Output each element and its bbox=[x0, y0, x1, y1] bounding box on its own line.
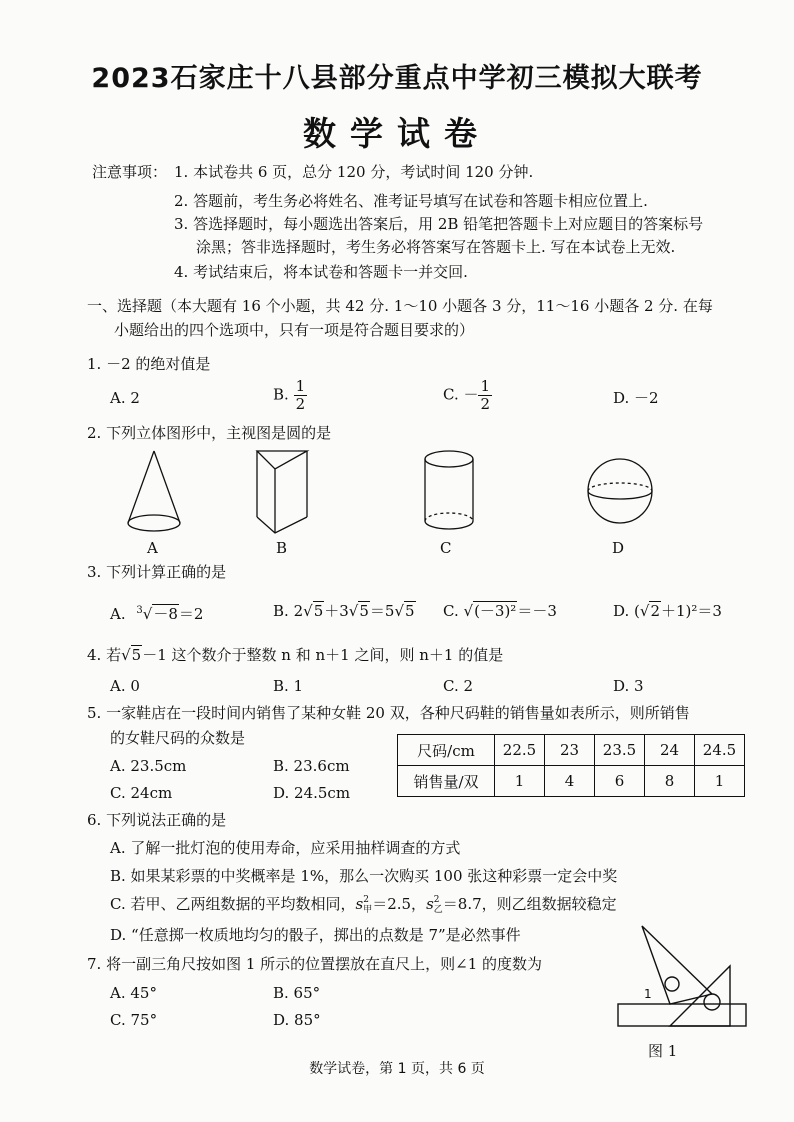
q2-label-a: A bbox=[147, 539, 158, 557]
angle-1-label: 1 bbox=[644, 987, 652, 1001]
note-item: 1. 本试卷共 6 页，总分 120 分，考试时间 120 分钟. bbox=[174, 163, 534, 181]
q6-option-d: D. “任意掷一枚质地均匀的骰子，掷出的点数是 7”是必然事件 bbox=[110, 926, 521, 944]
section-heading-cont: 小题给出的四个选项中，只有一项是符合题目要求的） bbox=[114, 321, 475, 339]
q3-option-c: C. √(－3)²＝－3 bbox=[443, 602, 557, 620]
q7-option-b: B. 65° bbox=[273, 984, 321, 1002]
q1-stem: 1. －2 的绝对值是 bbox=[87, 355, 211, 373]
sphere-figure bbox=[588, 459, 652, 523]
q5-option-d: D. 24.5cm bbox=[273, 784, 351, 802]
note-item: 2. 答题前，考生务必将姓名、准考证号填写在试卷和答题卡相应位置上. bbox=[174, 192, 648, 210]
figure-1-triangles bbox=[612, 922, 752, 1032]
triangle-hole bbox=[665, 977, 679, 991]
table-cell: 22.5 bbox=[495, 735, 545, 766]
table-header-count: 销售量/双 bbox=[398, 766, 495, 797]
q2-label-b: B bbox=[276, 539, 288, 557]
q5-option-b: B. 23.6cm bbox=[273, 757, 350, 775]
exam-subtitle: 数学试卷 bbox=[303, 114, 491, 153]
q7-option-c: C. 75° bbox=[110, 1011, 158, 1029]
note-item: 3. 答选择题时，每小题选出答案后，用 2B 铅笔把答题卡上对应题目的答案标号 bbox=[174, 215, 704, 233]
q6-option-c: C. 若甲、乙两组数据的平均数相同，s 2 甲 ＝2.5，s 2 乙 ＝8.7，则乙组数据较稳定 bbox=[110, 895, 617, 915]
table-row bbox=[398, 766, 745, 797]
page-footer: 数学试卷，第 1 页，共 6 页 bbox=[309, 1061, 485, 1077]
q4-option-d: D. 3 bbox=[613, 677, 644, 695]
q3-option-d: D. (√2＋1)²＝3 bbox=[613, 602, 722, 620]
q3-stem: 3. 下列计算正确的是 bbox=[87, 563, 227, 581]
ruler-shape bbox=[618, 1004, 746, 1026]
table-cell: 6 bbox=[595, 766, 645, 797]
q2-label-d: D bbox=[612, 539, 625, 557]
q2-label-c: C bbox=[440, 539, 452, 557]
q5-stem-line1: 5. 一家鞋店在一段时间内销售了某种女鞋 20 双，各种尺码鞋的销售量如表所示，则所销售 bbox=[87, 704, 690, 722]
triangle-30-60 bbox=[642, 926, 712, 1004]
q6-option-b: B. 如果某彩票的中奖概率是 1%，那么一次购买 100 张这种彩票一定会中奖 bbox=[110, 867, 618, 885]
q3-option-a: A. $^3$√－8＝2 bbox=[110, 605, 204, 623]
cylinder-figure bbox=[425, 451, 473, 529]
prism-figure bbox=[257, 451, 307, 533]
table-cell: 24.5 bbox=[695, 735, 745, 766]
q4-option-c: C. 2 bbox=[443, 677, 474, 695]
triangle-hole bbox=[704, 994, 720, 1010]
table-row bbox=[398, 735, 745, 766]
q5-option-a: A. 23.5cm bbox=[110, 757, 187, 775]
table-cell: 23 bbox=[545, 735, 595, 766]
q4-option-a: A. 0 bbox=[110, 677, 140, 695]
notes-label: 注意事项： bbox=[92, 163, 168, 181]
q5-size-table bbox=[397, 734, 745, 797]
q7-option-a: A. 45° bbox=[110, 984, 157, 1002]
q1-option-c: C. － $\frac{1}{2}$ bbox=[443, 377, 491, 413]
triangle-45 bbox=[670, 966, 730, 1026]
figure-1-caption: 图 1 bbox=[648, 1042, 678, 1060]
q1-option-b: B. $\frac{1}{2}$ bbox=[273, 377, 306, 413]
q6-stem: 6. 下列说法正确的是 bbox=[87, 811, 227, 829]
note-item: 涂黑；答非选择题时，考生务必将答案写在答题卡上. 写在本试卷上无效. bbox=[196, 238, 676, 256]
q3-option-b: B. 2√5＋3√5＝5√5 bbox=[273, 602, 415, 620]
table-header-size: 尺码/cm bbox=[398, 735, 495, 766]
q5-option-c: C. 24cm bbox=[110, 784, 173, 802]
table-cell: 23.5 bbox=[595, 735, 645, 766]
q7-option-d: D. 85° bbox=[273, 1011, 321, 1029]
cone-figure bbox=[128, 451, 180, 531]
q5-stem-line2: 的女鞋尺码的众数是 bbox=[110, 729, 246, 747]
q2-figures bbox=[120, 447, 680, 537]
q2-stem: 2. 下列立体图形中，主视图是圆的是 bbox=[87, 424, 332, 442]
q4-stem: 4. 若√5－1 这个数介于整数 n 和 n＋1 之间，则 n＋1 的值是 bbox=[87, 646, 504, 664]
q7-stem: 7. 将一副三角尺按如图 1 所示的位置摆放在直尺上，则∠1 的度数为 bbox=[87, 955, 543, 973]
q1-option-d: D. －2 bbox=[613, 389, 659, 407]
table-cell: 1 bbox=[495, 766, 545, 797]
table-cell: 4 bbox=[545, 766, 595, 797]
section-heading: 一、选择题（本大题有 16 个小题，共 42 分. 1～10 小题各 3 分，11～16 小题各 2 分. 在每 bbox=[87, 297, 713, 315]
exam-title: 2023石家庄十八县部分重点中学初三模拟大联考 bbox=[91, 63, 703, 94]
q6-option-a: A. 了解一批灯泡的使用寿命，应采用抽样调查的方式 bbox=[110, 839, 461, 857]
table-cell: 8 bbox=[645, 766, 695, 797]
table-cell: 24 bbox=[645, 735, 695, 766]
q1-option-a: A. 2 bbox=[110, 389, 140, 407]
table-cell: 1 bbox=[695, 766, 745, 797]
q4-option-b: B. 1 bbox=[273, 677, 304, 695]
note-item: 4. 考试结束后，将本试卷和答题卡一并交回. bbox=[174, 263, 468, 281]
